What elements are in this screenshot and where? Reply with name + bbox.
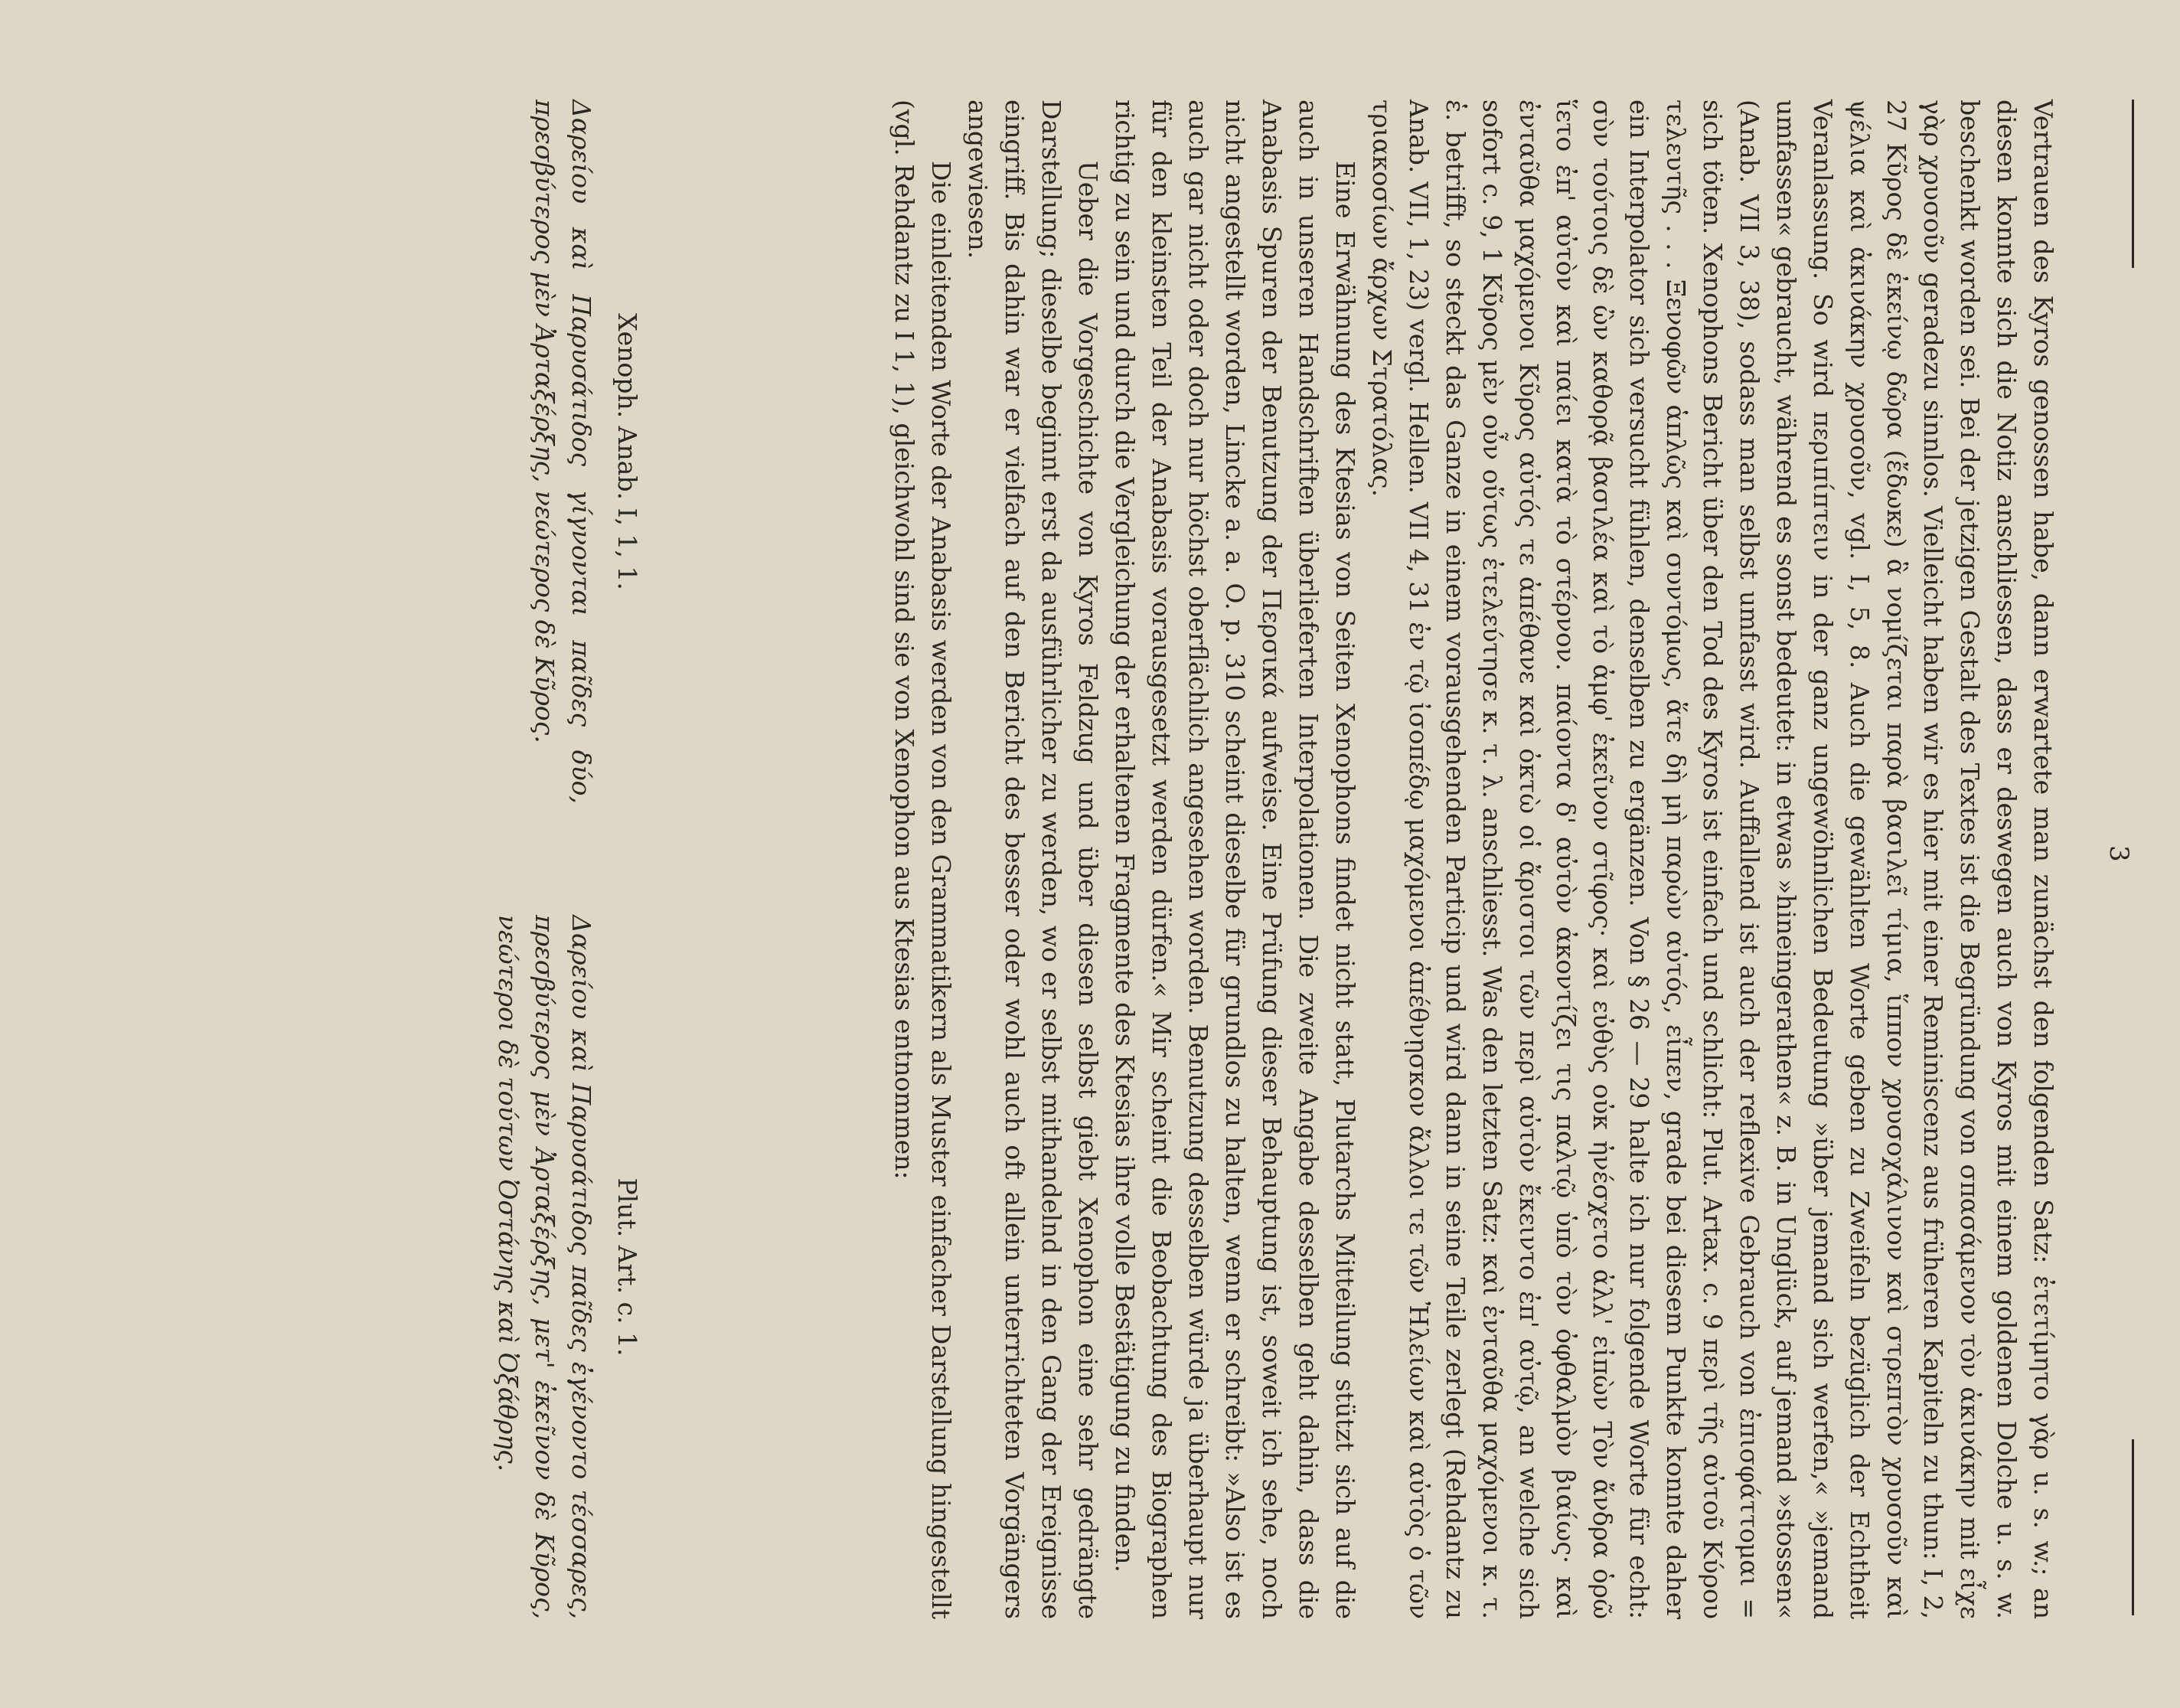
quote-heading-xenophon: Xenoph. Anab. I, 1, 1. [612,313,642,590]
page-number: 3 [2103,845,2134,862]
quote-text-xenophon: Δαρείου καὶ Παρυσάτιδος γίγνονται παῖδες δύο, πρεσβύτερος μὲν Ἀρταξέρξης, νεώτερος δὲ Κῦρος. [530,100,596,804]
header-rule-left [2132,100,2134,268]
quote-column-xenophon [526,100,645,804]
quote-text-plutarch: Δαρείου καὶ Παρυσάτιδος παῖδες ἐγένοντο τέσσαρες, πρεσβύτερος μὲν Ἀρταξέρξης, μετ' ἐκεῖνον δὲ Κῦρος, νεώτεροι δὲ τούτων Ὀστάνης καὶ Ὀξάθρης. [493,915,596,1619]
paragraph-4: Die einleitenden Worte der Anabasis werden von den Grammatikern als Muster einfacher Darstellung hingestellt (vgl. Rehdantz zu I 1, 1), gleichwohl sind sie von Xenophon aus Ktesias entnommen: [889,100,956,1619]
paragraph-1: Vertrauen des Kyros genossen habe, dann erwartete man zunächst den folgenden Satz: ἐτετίμητο γὰρ u. s. w.; an diesen konnte sich die Notiz anschliessen, dass er deswegen auch von Kyros mit einem goldenen Dolche u. s. w. beschenkt worden sei. Bei der jetzigen Gestalt des Textes ist die Begründung von σπασάμενον τὸν ἀκινάκην mit εἶχε γὰρ χρυσοῦν geradezu sinnlos. Vielleicht haben wir es hier mit einer Reminiscenz aus früheren Kapiteln zu thun: I, 2, 27 Κῦρος δὲ ἐκείνῳ δῶρα (ἔδωκε) ἃ νομίζεται παρὰ βασιλεῖ τίμια, ἵππον χρυσοχάλινον καὶ στρεπτὸν χρυσοῦν καὶ ψέλια καὶ ἀκινάκην χρυσοῦν, vgl. I, 5, 8. Auch die gewählten Worte geben zu Zweifeln bezüglich der Echtheit Veranlassung. So wird περιπίπτειν in der ganz ungewöhnlichen Bedeutung »über jemand sich werfen,« »jemand umfassen« gebraucht, während es sonst bedeutet: in etwas »hineingerathen« z. B. in Unglück, auf jemand »stossen« (Anab. VII 3, 38), sodass man selbst umfasst wird. Auffallend ist auch der reflexive Gebrauch von ἐπισφάττομαι = sich töten. Xenophons Bericht über den Tod des Kyros ist einfach und schlicht: Plut. Artax. c. 9 περὶ τῆς αὐτοῦ Κύρου τελευτῆς . . . Ξενοφῶν ἁπλῶς καὶ συντόμως, ἅτε δὴ μὴ παρὼν αὐτός, εἶπεν, grade bei diesem Punkte konnte daher ein Interpolator sich versucht fühlen, denselben zu ergänzen. Von § 26 — 29 halte ich nur folgende Worte für echt: σὺν τούτοις δὲ ὢν καθορᾷ βασιλέα καὶ τὸ ἀμφ' ἐκεῖνον στῖφος· καὶ εὐθὺς οὐκ ἠνέσχετο ἀλλ' εἰπὼν Τὸν ἄνδρα ὁρῶ ἵετο ἐπ' αὐτὸν καὶ παίει κατὰ τὸ στέρνον. παίοντα δ' αὐτὸν ἀκοντίζει τις παλτῷ ὑπὸ τὸν ὀφθαλμὸν βιαίως· καὶ ἐνταῦθα μαχόμενοι Κῦρος αὐτός τε ἀπέθανε καὶ ὀκτὼ οἱ ἄριστοι τῶν περὶ αὐτὸν ἔκειντο ἐπ' αὐτῷ, an welche sich sofort c. 9, 1 Κῦρος μὲν οὖν οὕτως ἐτελεύτησε κ. τ. λ. anschliesst. Was den letzten Satz: καὶ ἐνταῦθα μαχόμενοι κ. τ. ἑ. betrifft, so steckt das Ganze in einem vorausgehenden Particip und wird dann in seine Teile zerlegt (Rehdantz zu Anab. VII, 1, 23) vergl. Hellen. VII 4, 31 ἐν τῷ ἰσοπέδῳ μαχόμενοι ἀπέθνῃσκον ἄλλοι τε τῶν Ἠλείων καὶ αὐτὸς ὁ τῶν τριακοσίων ἄρχων Στρατόλας. [1367,100,2058,1619]
paragraph-2: Eine Erwähnung des Ktesias von Seiten Xenophons findet nicht statt, Plutarchs Mitteilung stützt sich auf die auch in unseren Handschriften überlieferten Interpolationen. Die zweite Angabe desselben geht dahin, dass die Anabasis Spuren der Benutzung der Περσικά aufweise. Eine Prüfung dieser Behauptung ist, soweit ich sehe, noch nicht angestellt worden, Lincke a. a. O. p. 310 scheint dieselbe für grundlos zu halten, wenn er schreibt: »Also ist es auch gar nicht oder doch nur höchst oberflächlich angesehen worden. Benutzung desselben würde ja überhaupt nur für den kleinsten Teil der Anabasis vorausgesetzt werden dürfen.« Mir scheint die Beobachtung des Biographen richtig zu sein und durch die Vergleichung der erhaltenen Fragmente des Ktesias ihre volle Bestätigung zu finden. [1110,100,1360,1619]
header-rule-right [2132,1439,2134,1615]
body-text [886,100,2061,1619]
quote-column-plutarch [489,915,645,1619]
quote-heading-plutarch: Plut. Art. c. 1. [612,1177,642,1357]
paragraph-3: Ueber die Vorgeschichte von Kyros Feldzug und über diesen selbst giebt Xenophon eine sehr gedrängte Darstellung; dieselbe beginnt erst da ausführlicher zu werden, wo er selbst mithandelnd in den Gang der Ereignisse eingriff. Bis dahin war er vielfach auf den Bericht des besser oder wohl auch oft allein unterrichteten Vorgängers angewiesen. [963,100,1103,1619]
